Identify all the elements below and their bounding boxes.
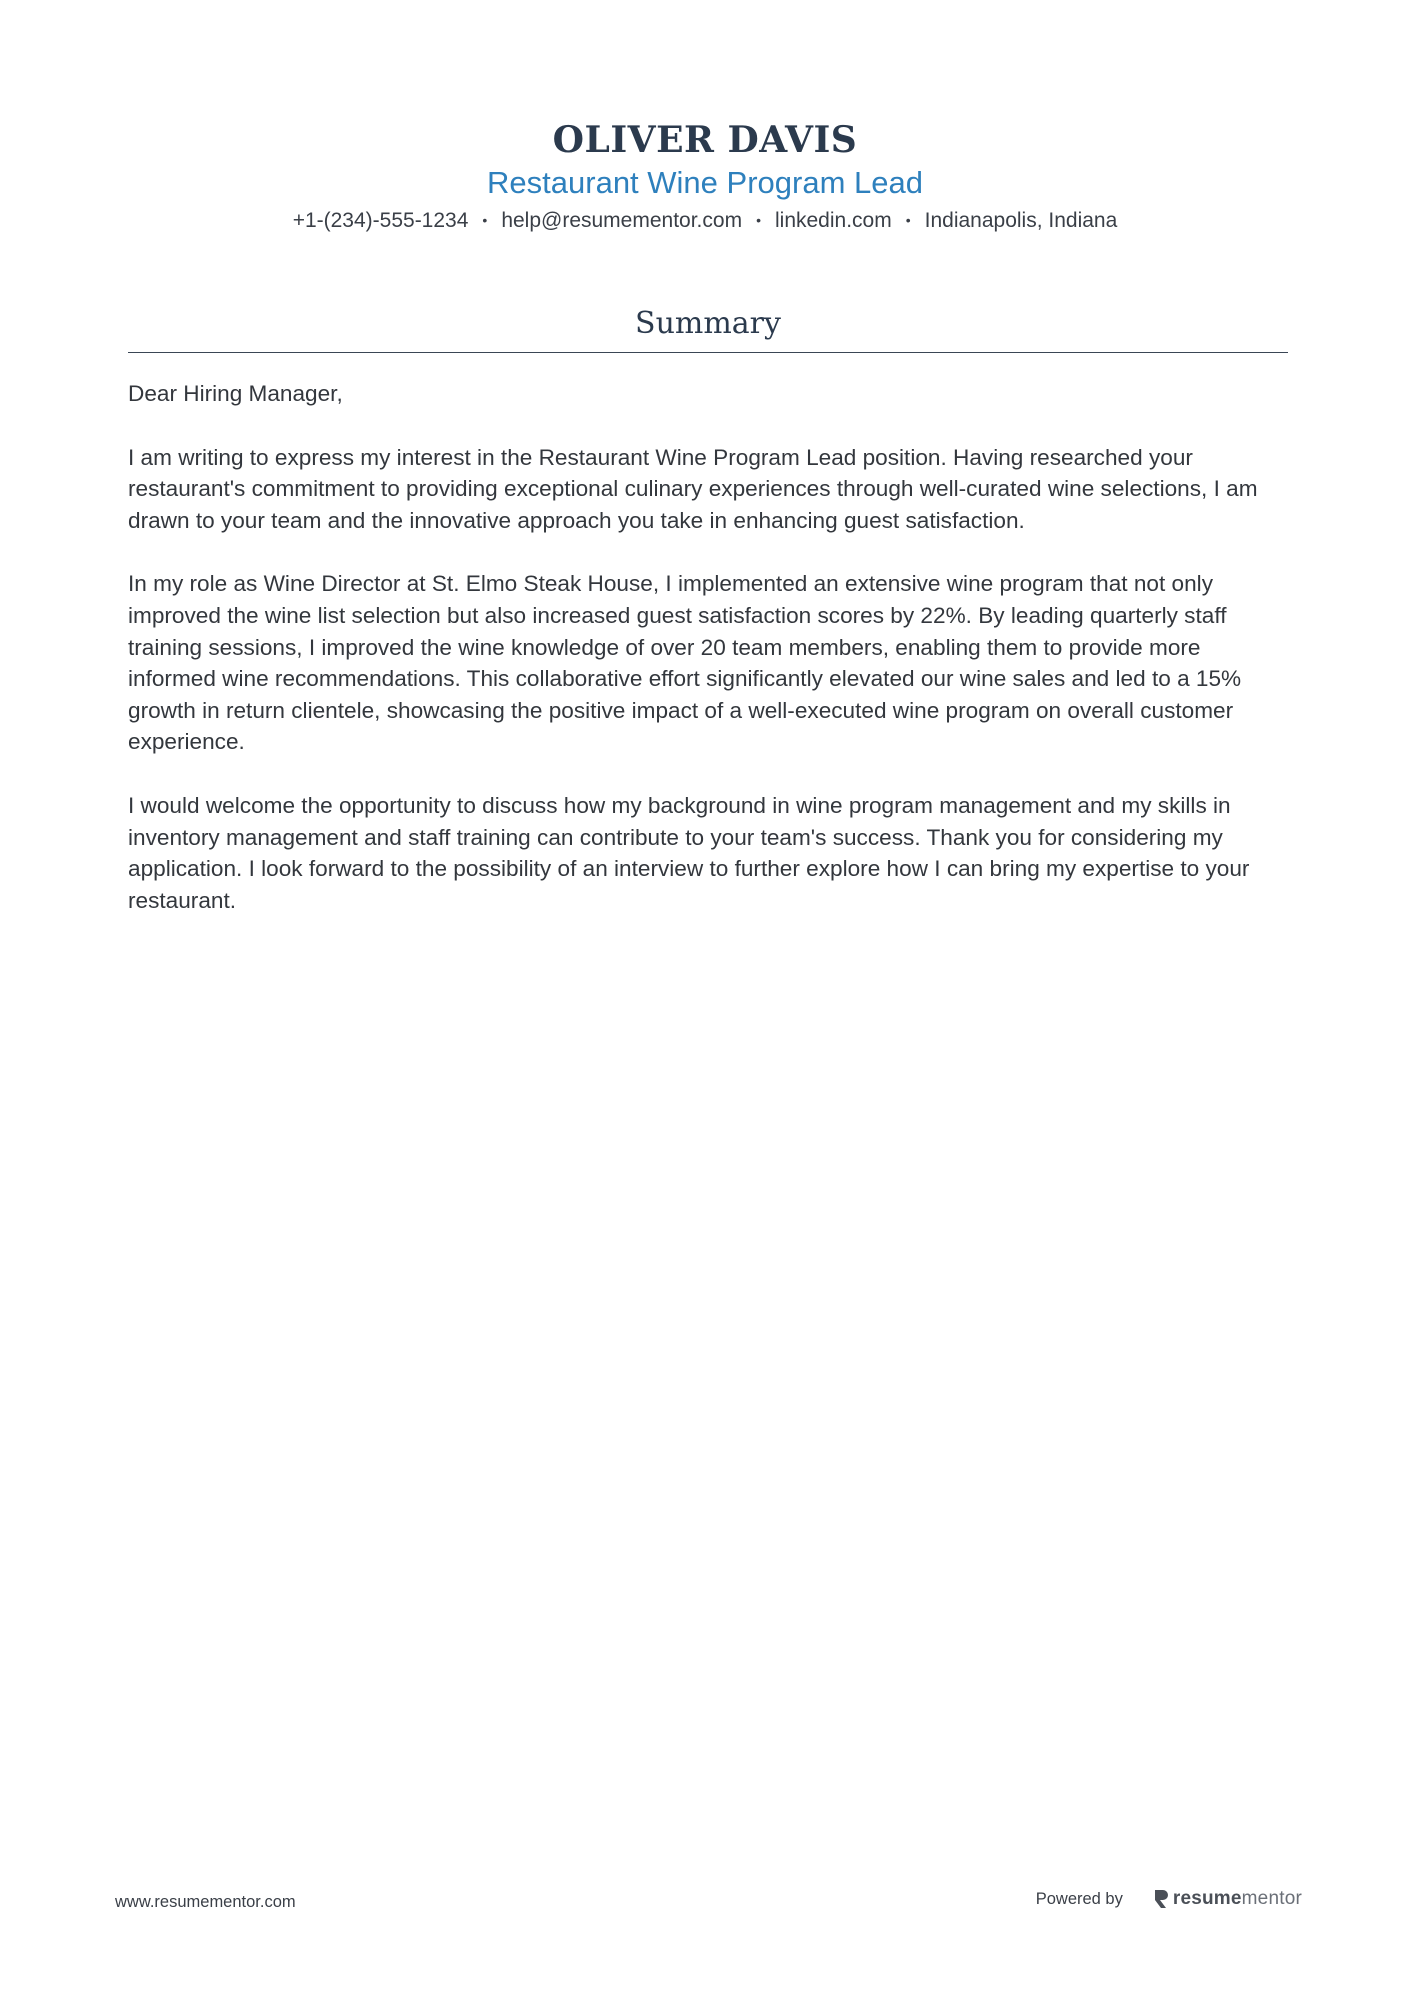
contact-linkedin: linkedin.com: [774, 209, 892, 232]
section-divider: [128, 352, 1288, 353]
brand-name: [1173, 1888, 1302, 1910]
contact-phone: +1-(234)-555-1234: [292, 209, 469, 232]
footer-website: www.resumementor.com: [115, 1893, 296, 1911]
powered-by-label: Powered by: [1035, 1889, 1123, 1908]
job-title: Restaurant Wine Program Lead: [487, 165, 923, 200]
contact-line: [0, 206, 1410, 235]
summary-heading: Summary: [635, 306, 781, 341]
paragraph-experience: In my role as Wine Director at St. Elmo Steak House, I implemented an extensive wine program that not only improved the wine list selection but also increased guest satisfaction scores by 22%. By leading quarterly staff training sessions, I improved the wine knowledge of over 20 team members, enabling them to provide more informed wine recommendations. This collaborative effort significantly elevated our wine sales and led to a 15% growth in return clientele, showcasing the positive impact of a well-executed wine program on overall customer experience.: [128, 571, 1242, 755]
contact-email: help@resumementor.com: [501, 209, 743, 232]
contact-separator: •: [756, 212, 761, 228]
paragraph-intro: I am writing to express my interest in the Restaurant Wine Program Lead position. Having researched your restaurant's commitment to providing exceptional culinary experiences through well-curated wine selections, I am drawn to your team and the innovative approach you take in enhancing guest satisfaction.: [128, 444, 1258, 533]
brand-logo: [1153, 1888, 1302, 1910]
paragraph-closing: I would welcome the opportunity to discuss how my background in wine program management and my skills in inventory management and staff training can contribute to your team's success. Thank you for considering my application. I look forward to the possibility of an interview to further explore how I can bring my expertise to your restaurant.: [128, 792, 1250, 913]
candidate-name: OLIVER DAVIS: [552, 119, 858, 161]
brand-name-light: mentor: [1241, 1888, 1302, 1909]
footer-branding: [1036, 1888, 1302, 1910]
contact-separator: •: [905, 212, 911, 228]
header: [0, 116, 1410, 235]
letter-body: [128, 378, 1288, 948]
contact-separator: •: [482, 212, 488, 228]
resumementor-logo-icon: [1153, 1888, 1169, 1910]
contact-location: Indianapolis, Indiana: [924, 209, 1118, 232]
brand-name-bold: resume: [1172, 1888, 1242, 1909]
salutation: Dear Hiring Manager,: [128, 381, 343, 406]
